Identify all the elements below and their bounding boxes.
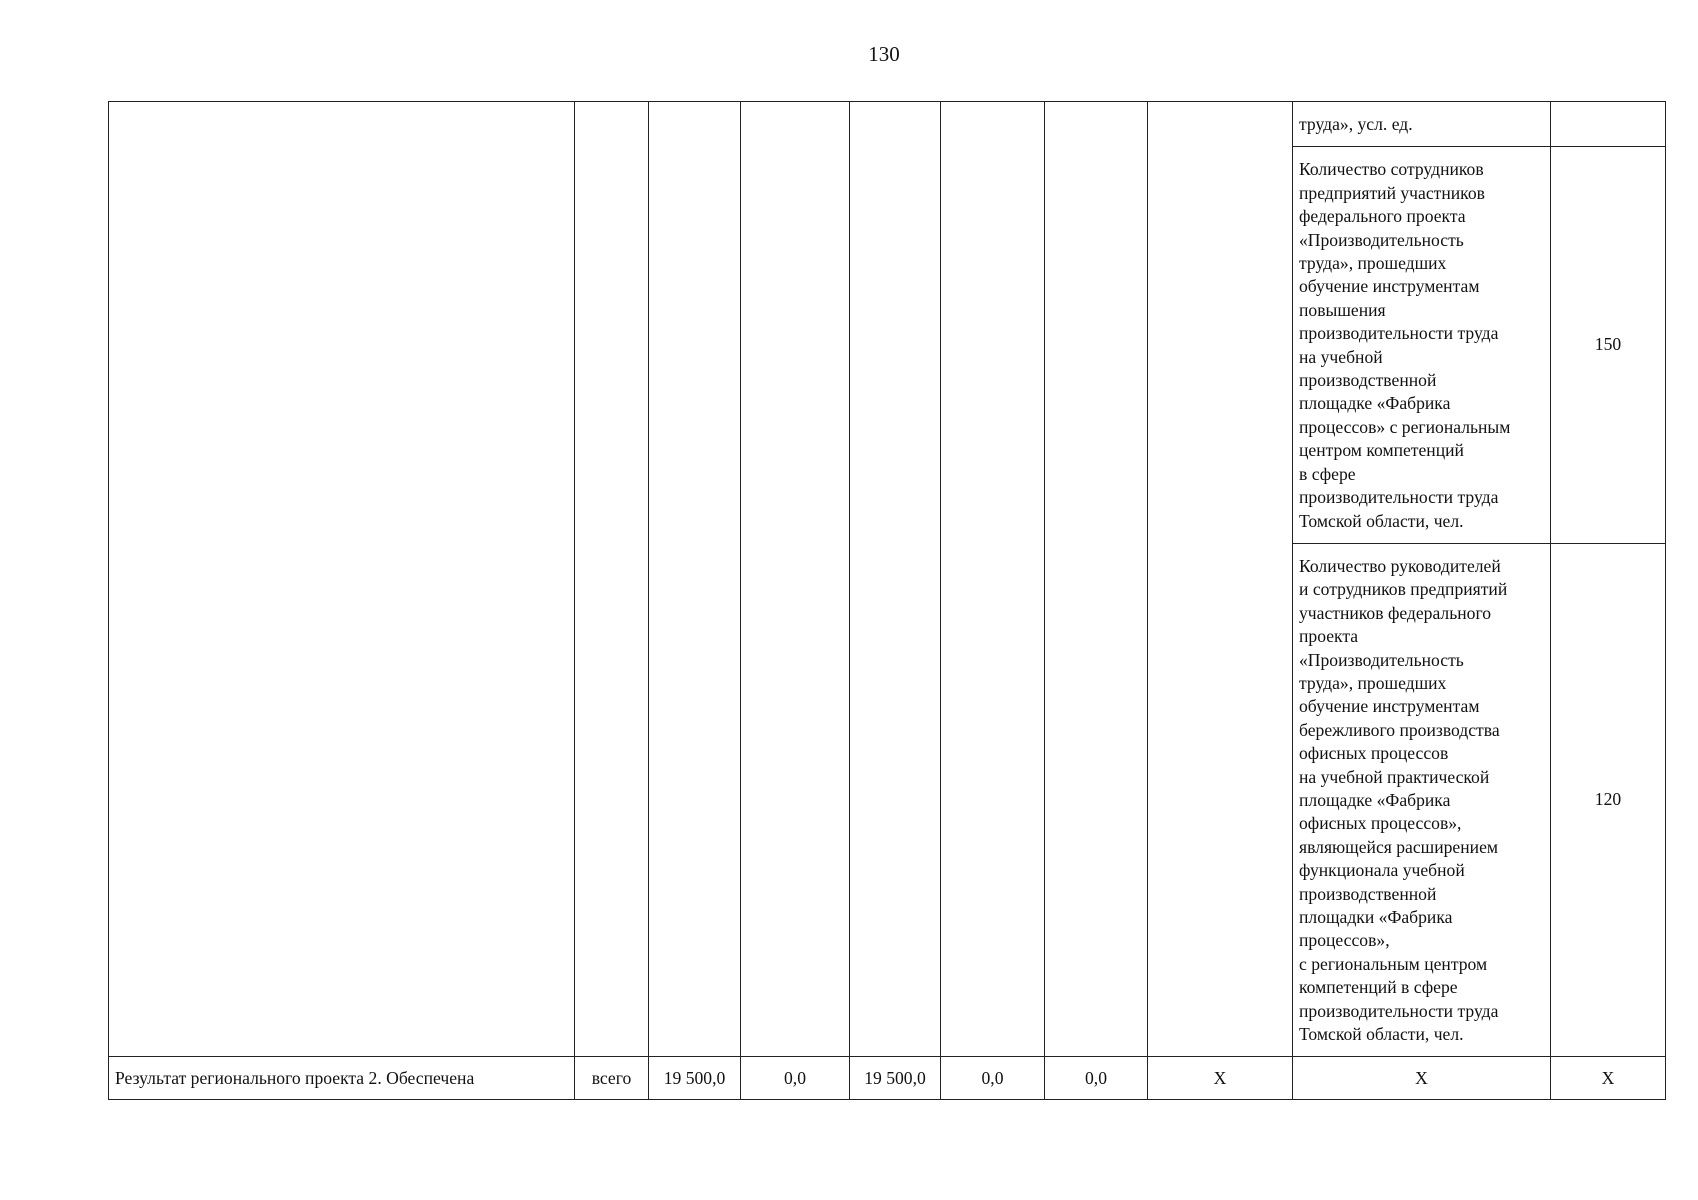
result-label: Результат регионального проекта 2. Обеспечена: [109, 1057, 575, 1100]
federal-amount: 0,0: [741, 1057, 850, 1100]
regional-amount: 19 500,0: [850, 1057, 941, 1100]
result-cell-empty: [109, 102, 575, 1057]
col8-cell-empty: [1148, 102, 1293, 1057]
regional-cell-empty: [850, 102, 941, 1057]
indicator-name: Количество руководителей и сотрудников предприятий участников федерального проекта «Производительность труда», прошедших обучение инструментам бережливого производства офисных процессов на учебной практической площадке «Фабрика офисных процессов», являющейся расширением функционала учебной производственной площадки «Фабрика процессов», с региональным центром компетенций в сфере производительности труда Томской области, чел.: [1293, 543, 1551, 1057]
value-mark: X: [1551, 1057, 1666, 1100]
indicator-value: 150: [1551, 147, 1666, 544]
indicator-row: [109, 102, 1666, 147]
col8-mark: X: [1148, 1057, 1293, 1100]
indicator-value: 120: [1551, 543, 1666, 1057]
indicator-name: Количество сотрудников предприятий участников федерального проекта «Производительность труда», прошедших обучение инструментам повышения производительности труда на учебной производственной площадке «Фабрика процессов» с региональным центром компетенций в сфере производительности труда Томской области, чел.: [1293, 147, 1551, 544]
budget-table: [108, 101, 1666, 1100]
funding-source: всего: [575, 1057, 649, 1100]
page-number: 130: [868, 42, 900, 66]
indicator-name: труда», усл. ед.: [1293, 102, 1551, 147]
result-row: [109, 1057, 1666, 1100]
local-amount: 0,0: [941, 1057, 1045, 1100]
indicator-value: [1551, 102, 1666, 147]
other-amount: 0,0: [1045, 1057, 1148, 1100]
local-cell-empty: [941, 102, 1045, 1057]
source-cell-empty: [575, 102, 649, 1057]
indicator-mark: X: [1293, 1057, 1551, 1100]
total-cell-empty: [649, 102, 741, 1057]
total-amount: 19 500,0: [649, 1057, 741, 1100]
federal-cell-empty: [741, 102, 850, 1057]
other-cell-empty: [1045, 102, 1148, 1057]
